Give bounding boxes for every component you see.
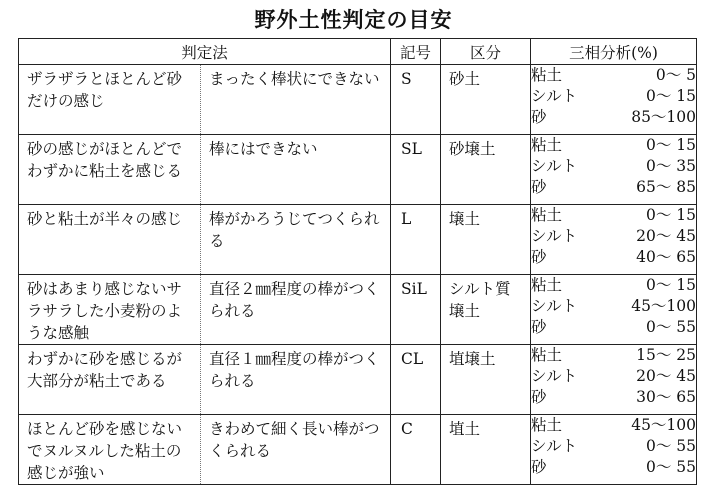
- page-title: 野外土性判定の目安: [254, 8, 453, 32]
- component-range: 0～ 55: [646, 437, 697, 455]
- composition-cell: [531, 345, 697, 415]
- table-row: [19, 345, 697, 415]
- composition-cell: [531, 415, 697, 485]
- table-row: [19, 135, 697, 205]
- symbol-cell: L: [391, 205, 441, 275]
- component-name: 粘土: [531, 66, 563, 84]
- component-range: 45～100: [631, 416, 697, 434]
- feel-cell: ほとんど砂を感じないでヌルヌルした粘土の感じが強い: [19, 415, 201, 485]
- component-name: シルト: [531, 157, 578, 175]
- composition-cell: [531, 205, 697, 275]
- component-range: 0～ 15: [646, 276, 697, 294]
- composition-line: [531, 156, 696, 177]
- rod-cell: 直径２㎜程度の棒がつくられる: [201, 275, 391, 345]
- feel-cell: ザラザラとほとんど砂だけの感じ: [19, 65, 201, 135]
- class-cell: 砂壌土: [441, 135, 531, 205]
- composition-line: [531, 107, 696, 128]
- component-range: 20～ 45: [636, 227, 697, 245]
- component-name: 砂: [531, 388, 547, 406]
- composition-cell: [531, 65, 697, 135]
- component-name: シルト: [531, 87, 578, 105]
- class-cell: 埴壌土: [441, 345, 531, 415]
- component-range: 65～ 85: [636, 178, 697, 196]
- rod-cell: まったく棒状にできない: [201, 65, 391, 135]
- symbol-cell: SiL: [391, 275, 441, 345]
- component-name: 粘土: [531, 276, 563, 294]
- composition-line: [531, 345, 696, 366]
- table-row: [19, 65, 697, 135]
- composition-line: [531, 296, 696, 317]
- soil-texture-table: [18, 38, 697, 485]
- rod-cell: 棒がかろうじてつくられる: [201, 205, 391, 275]
- class-cell: 埴土: [441, 415, 531, 485]
- composition-line: [531, 86, 696, 107]
- component-name: 粘土: [531, 206, 563, 224]
- class-cell: シルト質壌土: [441, 275, 531, 345]
- composition-line: [531, 415, 696, 436]
- component-range: 85～100: [631, 108, 697, 126]
- composition-line: [531, 457, 696, 478]
- symbol-cell: SL: [391, 135, 441, 205]
- component-name: シルト: [531, 437, 578, 455]
- component-range: 0～ 15: [646, 87, 697, 105]
- header-method: 判定法: [19, 39, 391, 65]
- composition-line: [531, 436, 696, 457]
- component-range: 15～ 25: [636, 346, 697, 364]
- component-name: 砂: [531, 108, 547, 126]
- composition-line: [531, 205, 696, 226]
- composition-line: [531, 387, 696, 408]
- component-range: 0～ 15: [646, 206, 697, 224]
- feel-cell: 砂の感じがほとんどでわずかに粘土を感じる: [19, 135, 201, 205]
- component-name: 粘土: [531, 136, 563, 154]
- component-name: シルト: [531, 227, 578, 245]
- component-range: 45～100: [631, 297, 697, 315]
- symbol-cell: CL: [391, 345, 441, 415]
- component-name: 粘土: [531, 416, 563, 434]
- composition-line: [531, 65, 696, 86]
- composition-line: [531, 177, 696, 198]
- composition-line: [531, 247, 696, 268]
- component-name: 砂: [531, 178, 547, 196]
- table-row: [19, 275, 697, 345]
- component-range: 0～ 35: [646, 157, 697, 175]
- component-range: 40～ 65: [636, 248, 697, 266]
- header-symbol: 記号: [391, 39, 441, 65]
- symbol-cell: S: [391, 65, 441, 135]
- component-range: 30～ 65: [636, 388, 697, 406]
- feel-cell: わずかに砂を感じるが大部分が粘土である: [19, 345, 201, 415]
- component-name: 粘土: [531, 346, 563, 364]
- rod-cell: 棒にはできない: [201, 135, 391, 205]
- component-name: 砂: [531, 458, 547, 476]
- component-range: 0～ 55: [646, 458, 697, 476]
- composition-line: [531, 226, 696, 247]
- table-row: [19, 415, 697, 485]
- component-name: シルト: [531, 367, 578, 385]
- symbol-cell: C: [391, 415, 441, 485]
- composition-line: [531, 135, 696, 156]
- composition-line: [531, 317, 696, 338]
- composition-cell: [531, 135, 697, 205]
- composition-line: [531, 275, 696, 296]
- component-range: 0～ 5: [655, 66, 697, 84]
- component-name: 砂: [531, 248, 547, 266]
- table-row: [19, 205, 697, 275]
- component-name: 砂: [531, 318, 547, 336]
- component-range: 20～ 45: [636, 367, 697, 385]
- component-range: 0～ 55: [646, 318, 697, 336]
- feel-cell: 砂はあまり感じないサラサラした小麦粉のような感触: [19, 275, 201, 345]
- rod-cell: 直径１㎜程度の棒がつくられる: [201, 345, 391, 415]
- rod-cell: きわめて細く長い棒がつくられる: [201, 415, 391, 485]
- composition-line: [531, 366, 696, 387]
- class-cell: 壌土: [441, 205, 531, 275]
- feel-cell: 砂と粘土が半々の感じ: [19, 205, 201, 275]
- class-cell: 砂土: [441, 65, 531, 135]
- header-composition: 三相分析(%): [531, 39, 697, 65]
- header-row: [19, 39, 697, 65]
- component-range: 0～ 15: [646, 136, 697, 154]
- composition-cell: [531, 275, 697, 345]
- header-class: 区分: [441, 39, 531, 65]
- component-name: シルト: [531, 297, 578, 315]
